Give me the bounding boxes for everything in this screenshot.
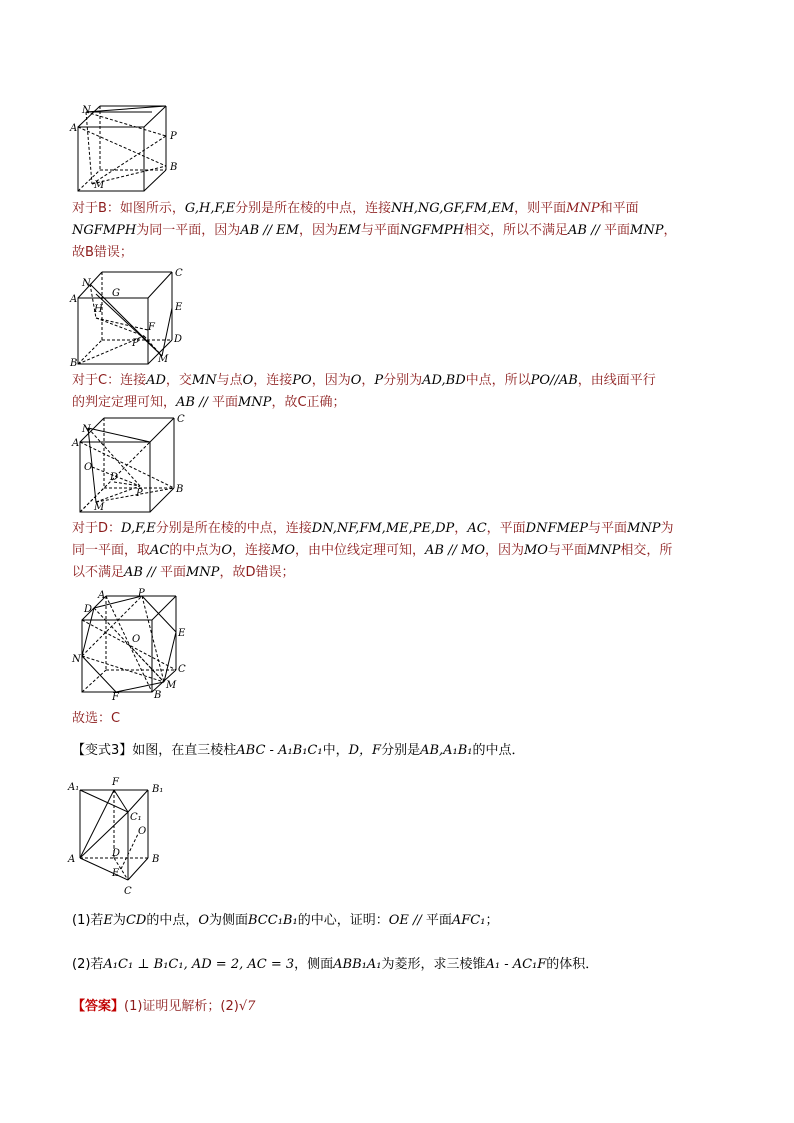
label-m: M — [158, 354, 169, 365]
label-n: N — [72, 654, 81, 665]
label-c1: C₁ — [130, 812, 142, 823]
label-f: F — [112, 692, 119, 700]
label-c: C — [175, 268, 183, 279]
label-b: B — [154, 690, 162, 700]
label-c: C — [178, 664, 186, 675]
label-a: A — [70, 294, 78, 305]
question-2: (2)若A₁C₁ ⊥ B₁C₁, AD = 2, AC = 3，侧面ABB₁A₁为菱形，求三棱锥A₁ - AC₁F的体积． — [72, 957, 599, 972]
answer-tag: 【答案】 — [72, 999, 125, 1014]
label-n: N — [82, 105, 91, 116]
label-a: A — [70, 123, 78, 134]
paragraph-option-c: 对于C：连接AD，交MN与点O，连接PO，因为O，P分别为AD,BD中点，所以PO//AB，由线面平行 的判定定理可知，AB // 平面MNP，故C正确； — [72, 373, 656, 410]
figure-prism — [64, 776, 184, 900]
label-m: M — [166, 680, 177, 691]
choice-line: 故选：C — [72, 711, 121, 726]
label-p: P — [138, 588, 145, 599]
label-a: A — [72, 438, 80, 449]
label-e: E — [178, 628, 186, 639]
label-e: E — [175, 302, 183, 313]
label-a1: A₁ — [68, 782, 80, 793]
label-b: B — [176, 484, 184, 495]
label-c: C — [124, 886, 132, 897]
label-e: E — [112, 868, 120, 879]
paragraph-option-b: 对于B：如图所示，G,H,F,E分别是所在棱的中点，连接NH,NG,GF,FM,EM，则平面MNP和平面 NGFMPH为同一平面，因为AB // EM，因为EM与平面NGFMPH相交，所以不满足AB // 平面MNP， 故B错误； — [72, 201, 677, 260]
label-g: G — [112, 288, 120, 299]
label-f: F — [112, 777, 119, 788]
label-f: F — [148, 322, 155, 333]
label-a: A — [98, 590, 106, 601]
answer-line: 【答案】(1)证明见解析；(2)√7 — [72, 999, 256, 1014]
label-d: D — [174, 334, 183, 345]
label-d: D — [112, 848, 121, 859]
variant-3-prompt: 【变式3】如图，在直三棱柱ABC - A₁B₁C₁中，D，F分别是AB,A₁B₁的中点． — [72, 743, 525, 758]
label-b: B — [152, 854, 160, 865]
label-p: P — [132, 338, 139, 349]
figure-cube-b — [68, 100, 188, 196]
label-p: P — [136, 488, 143, 499]
label-o: O — [132, 634, 141, 645]
figure-cube-e — [66, 586, 196, 700]
question-1: (1)若E为CD的中点，O为侧面BCC₁B₁的中心，证明：OE // 平面AFC₁； — [72, 913, 499, 928]
label-c: C — [177, 414, 185, 425]
label-a: A — [68, 854, 76, 865]
label-n: N — [82, 424, 91, 435]
label-m: M — [94, 180, 105, 191]
label-o: O — [84, 462, 93, 473]
label-d: D — [84, 604, 93, 615]
label-b1: B₁ — [152, 784, 164, 795]
label-p: P — [170, 131, 177, 142]
label-d: D — [110, 472, 119, 483]
figure-cube-c — [66, 264, 190, 368]
label-h: H — [94, 304, 103, 315]
label-o: O — [138, 826, 147, 837]
label-b: B — [170, 162, 178, 173]
label-m: M — [94, 502, 105, 513]
paragraph-option-d: 对于D：D,F,E分别是所在棱的中点，连接DN,NF,FM,ME,PE,DP，AC，平面DNFMEP与平面MNP为 同一平面，取AC的中点为O，连接MO，由中位线定理可知，AB // MO，因为MO与平面MNP相交，所 以不满足AB // 平面MNP，故D错误； — [72, 521, 674, 580]
figure-cube-d — [66, 412, 194, 516]
label-b: B — [70, 358, 78, 368]
label-n: N — [82, 278, 91, 289]
